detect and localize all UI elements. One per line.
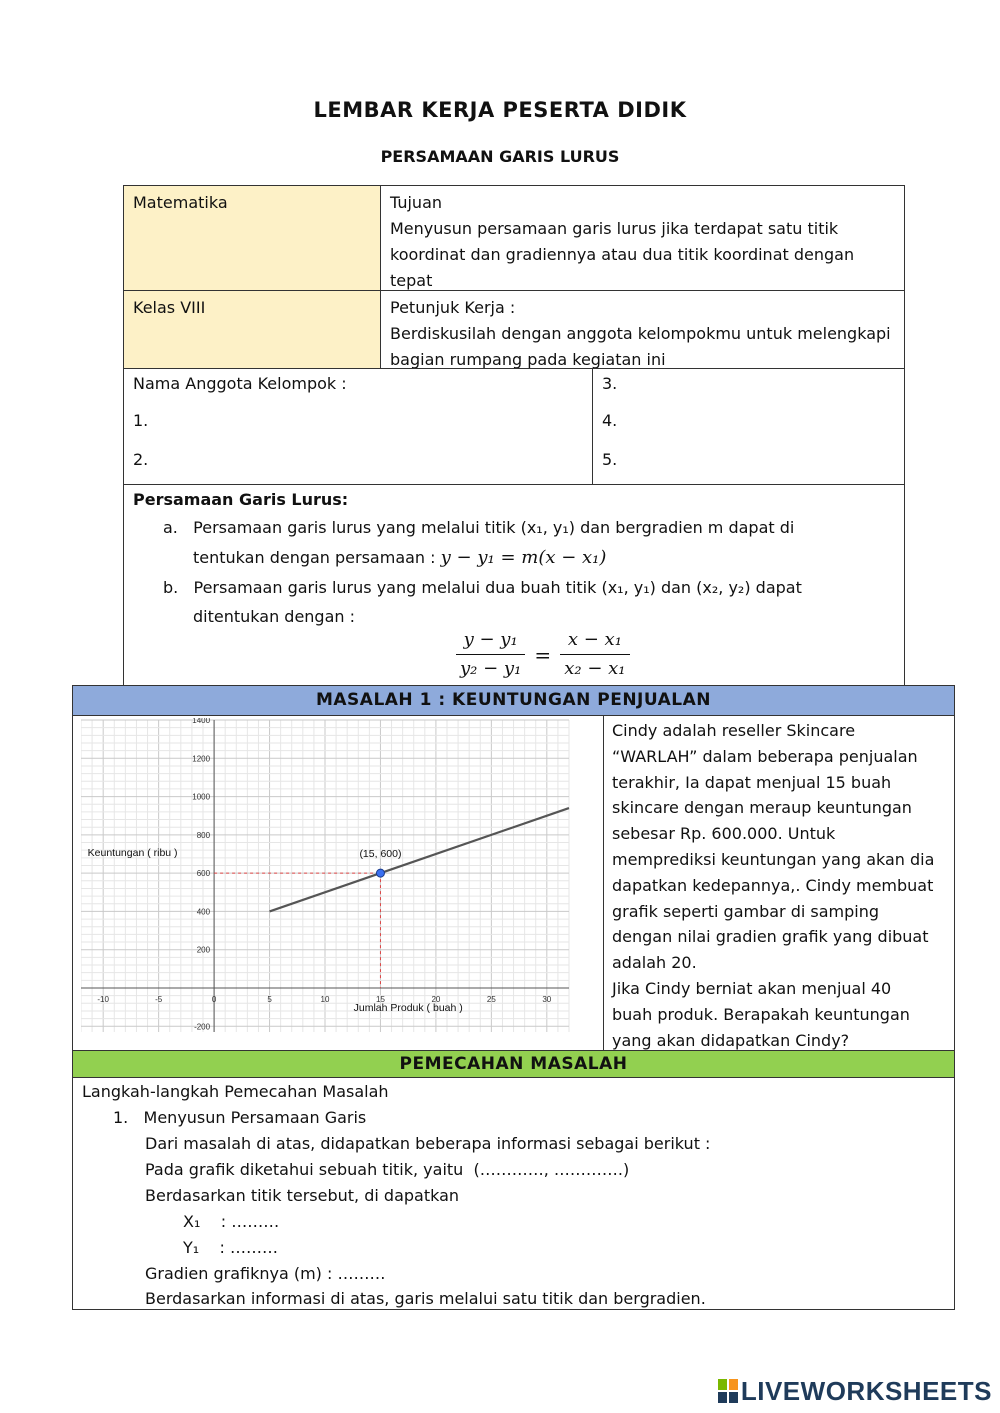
solution-step-1: 1. Menyusun Persamaan Garis <box>113 1108 367 1127</box>
x-tick-label: -5 <box>155 994 163 1004</box>
problem-text-line: adalah 20. <box>612 953 697 973</box>
subject-cell <box>123 185 381 291</box>
solution-point-blank: Pada grafik diketahui sebuah titik, yaitu (…………, ………….) <box>145 1160 630 1179</box>
solution-conclusion: Berdasarkan informasi di atas, garis melalui satu titik dan bergradien. <box>145 1289 706 1308</box>
solution-x1-blank: X₁ : ……… <box>183 1212 280 1231</box>
problem-text-cell <box>603 715 955 1051</box>
instruction-label: Petunjuk Kerja : <box>390 298 516 317</box>
x-tick-label: 5 <box>267 994 272 1004</box>
subject-label: Matematika <box>133 193 228 212</box>
x-tick-label: 10 <box>320 994 330 1004</box>
x-tick-label: 0 <box>211 994 217 1004</box>
x-tick-label: 30 <box>542 994 552 1004</box>
y-axis-label: Keuntungan ( ribu ) <box>87 846 178 859</box>
chart-cell <box>72 715 604 1051</box>
problem-text-line: sebesar Rp. 600.000. Untuk <box>612 824 836 844</box>
solution-cell <box>72 1077 955 1310</box>
problem-text-line: memprediksi keuntungan yang akan dia <box>612 849 935 869</box>
problem-text-line: dapatkan kedepannya,. Cindy membuat <box>612 875 934 895</box>
problem-text-line: Cindy adalah reseller Skincare <box>612 721 856 740</box>
member-4: 4. <box>602 411 618 430</box>
problem-text-line: skincare dengan meraup keuntungan <box>612 798 912 818</box>
instruction-text: Berdiskusilah dengan anggota kelompokmu untuk melengkapi bagian rumpang pada kegiatan ini <box>390 324 891 369</box>
solution-steps-heading: Langkah-langkah Pemecahan Masalah <box>82 1082 389 1101</box>
theory-item-a-line2: tentukan dengan persamaan : <box>193 548 436 567</box>
members-left-cell <box>123 368 593 485</box>
goal-text: Menyusun persamaan garis lurus jika terdapat satu titik koordinat dan gradiennya atau dua titik koordinat dengan tepat <box>390 219 855 290</box>
x-axis-label: Jumlah Produk ( buah ) <box>353 1001 463 1014</box>
y-tick-label: 1200 <box>192 754 211 764</box>
class-cell <box>123 290 381 369</box>
formula-num-right: x − x₁ <box>560 626 629 655</box>
solution-gradient-blank: Gradien grafiknya (m) : ……… <box>145 1264 386 1283</box>
problem-text-line: Jika Cindy berniat akan menjual 40 <box>612 978 892 998</box>
page-title: LEMBAR KERJA PESERTA DIDIK <box>313 98 687 122</box>
formula-equals: = <box>534 642 552 667</box>
goal-label: Tujuan <box>390 193 443 212</box>
logo-text: LIVEWORKSHEETS <box>740 1376 992 1406</box>
solution-info-intro: Dari masalah di atas, didapatkan beberapa informasi sebagai berikut : <box>145 1134 711 1153</box>
theory-item-b-line1: b. Persamaan garis lurus yang melalui dua buah titik (x₁, y₁) dan (x₂, y₂) dapat <box>163 578 802 597</box>
goal-cell <box>380 185 905 291</box>
x-tick-label: 25 <box>486 994 496 1004</box>
x-tick-label: 20 <box>431 994 441 1004</box>
solution-y1-blank: Y₁ : ……… <box>183 1238 279 1257</box>
problem-title-bar: MASALAH 1 : KEUNTUNGAN PENJUALAN <box>72 685 955 716</box>
formula-num-left: y − y₁ <box>456 626 525 655</box>
formula-point-slope: y − y₁ = m(x − x₁) <box>440 547 607 568</box>
members-label: Nama Anggota Kelompok : <box>133 374 347 393</box>
data-point <box>376 869 384 877</box>
y-tick-label: 600 <box>196 869 211 879</box>
member-1: 1. <box>133 411 149 430</box>
instruction-cell <box>380 290 905 369</box>
problem-text-line: buah produk. Berapakah keuntungan <box>612 1004 910 1024</box>
problem-text-line: “WARLAH” dalam beberapa penjualan <box>612 746 918 766</box>
problem-text-line: grafik seperti gambar di samping <box>612 901 880 921</box>
x-tick-label: 15 <box>376 994 385 1004</box>
formula-den-left: y₂ − y₁ <box>460 658 522 679</box>
problem-text-line: dengan nilai gradien grafik yang dibuat <box>612 927 929 947</box>
data-point-label: (15, 600) <box>359 848 402 861</box>
y-tick-label: 200 <box>196 945 211 955</box>
liveworksheets-logo <box>718 1376 992 1407</box>
y-tick-label: -200 <box>194 1022 211 1032</box>
solution-derived: Berdasarkan titik tersebut, di dapatkan <box>145 1186 460 1205</box>
problem-text-line: terakhir, Ia dapat menjual 15 buah <box>612 772 892 792</box>
x-tick-label: -10 <box>97 994 109 1004</box>
theory-heading: Persamaan Garis Lurus: <box>133 490 349 509</box>
y-tick-label: 1000 <box>192 792 211 802</box>
y-tick-label: 1400 <box>192 718 211 725</box>
logo-mark-icon <box>718 1379 738 1403</box>
formula-fraction-right <box>560 626 629 683</box>
page-subtitle: PERSAMAAN GARIS LURUS <box>380 147 620 166</box>
theory-item-a-line1: a. Persamaan garis lurus yang melalui titik (x₁, y₁) dan bergradien m dapat di <box>163 518 795 537</box>
member-2: 2. <box>133 450 149 469</box>
formula-fraction-left <box>456 626 525 683</box>
solution-title-bar: PEMECAHAN MASALAH <box>72 1050 955 1078</box>
y-tick-label: 400 <box>196 907 211 917</box>
member-3: 3. <box>602 374 618 393</box>
formula-two-point <box>456 626 630 683</box>
theory-cell <box>123 484 905 686</box>
members-right-cell <box>592 368 905 485</box>
y-tick-label: 800 <box>196 830 211 840</box>
profit-line-chart <box>81 718 571 1034</box>
member-5: 5. <box>602 450 618 469</box>
theory-item-b-line2: ditentukan dengan : <box>193 607 356 626</box>
class-label: Kelas VIII <box>133 298 206 317</box>
problem-text <box>612 718 946 1053</box>
problem-text-line: yang akan didapatkan Cindy? <box>612 1030 850 1050</box>
formula-den-right: x₂ − x₁ <box>564 658 626 679</box>
